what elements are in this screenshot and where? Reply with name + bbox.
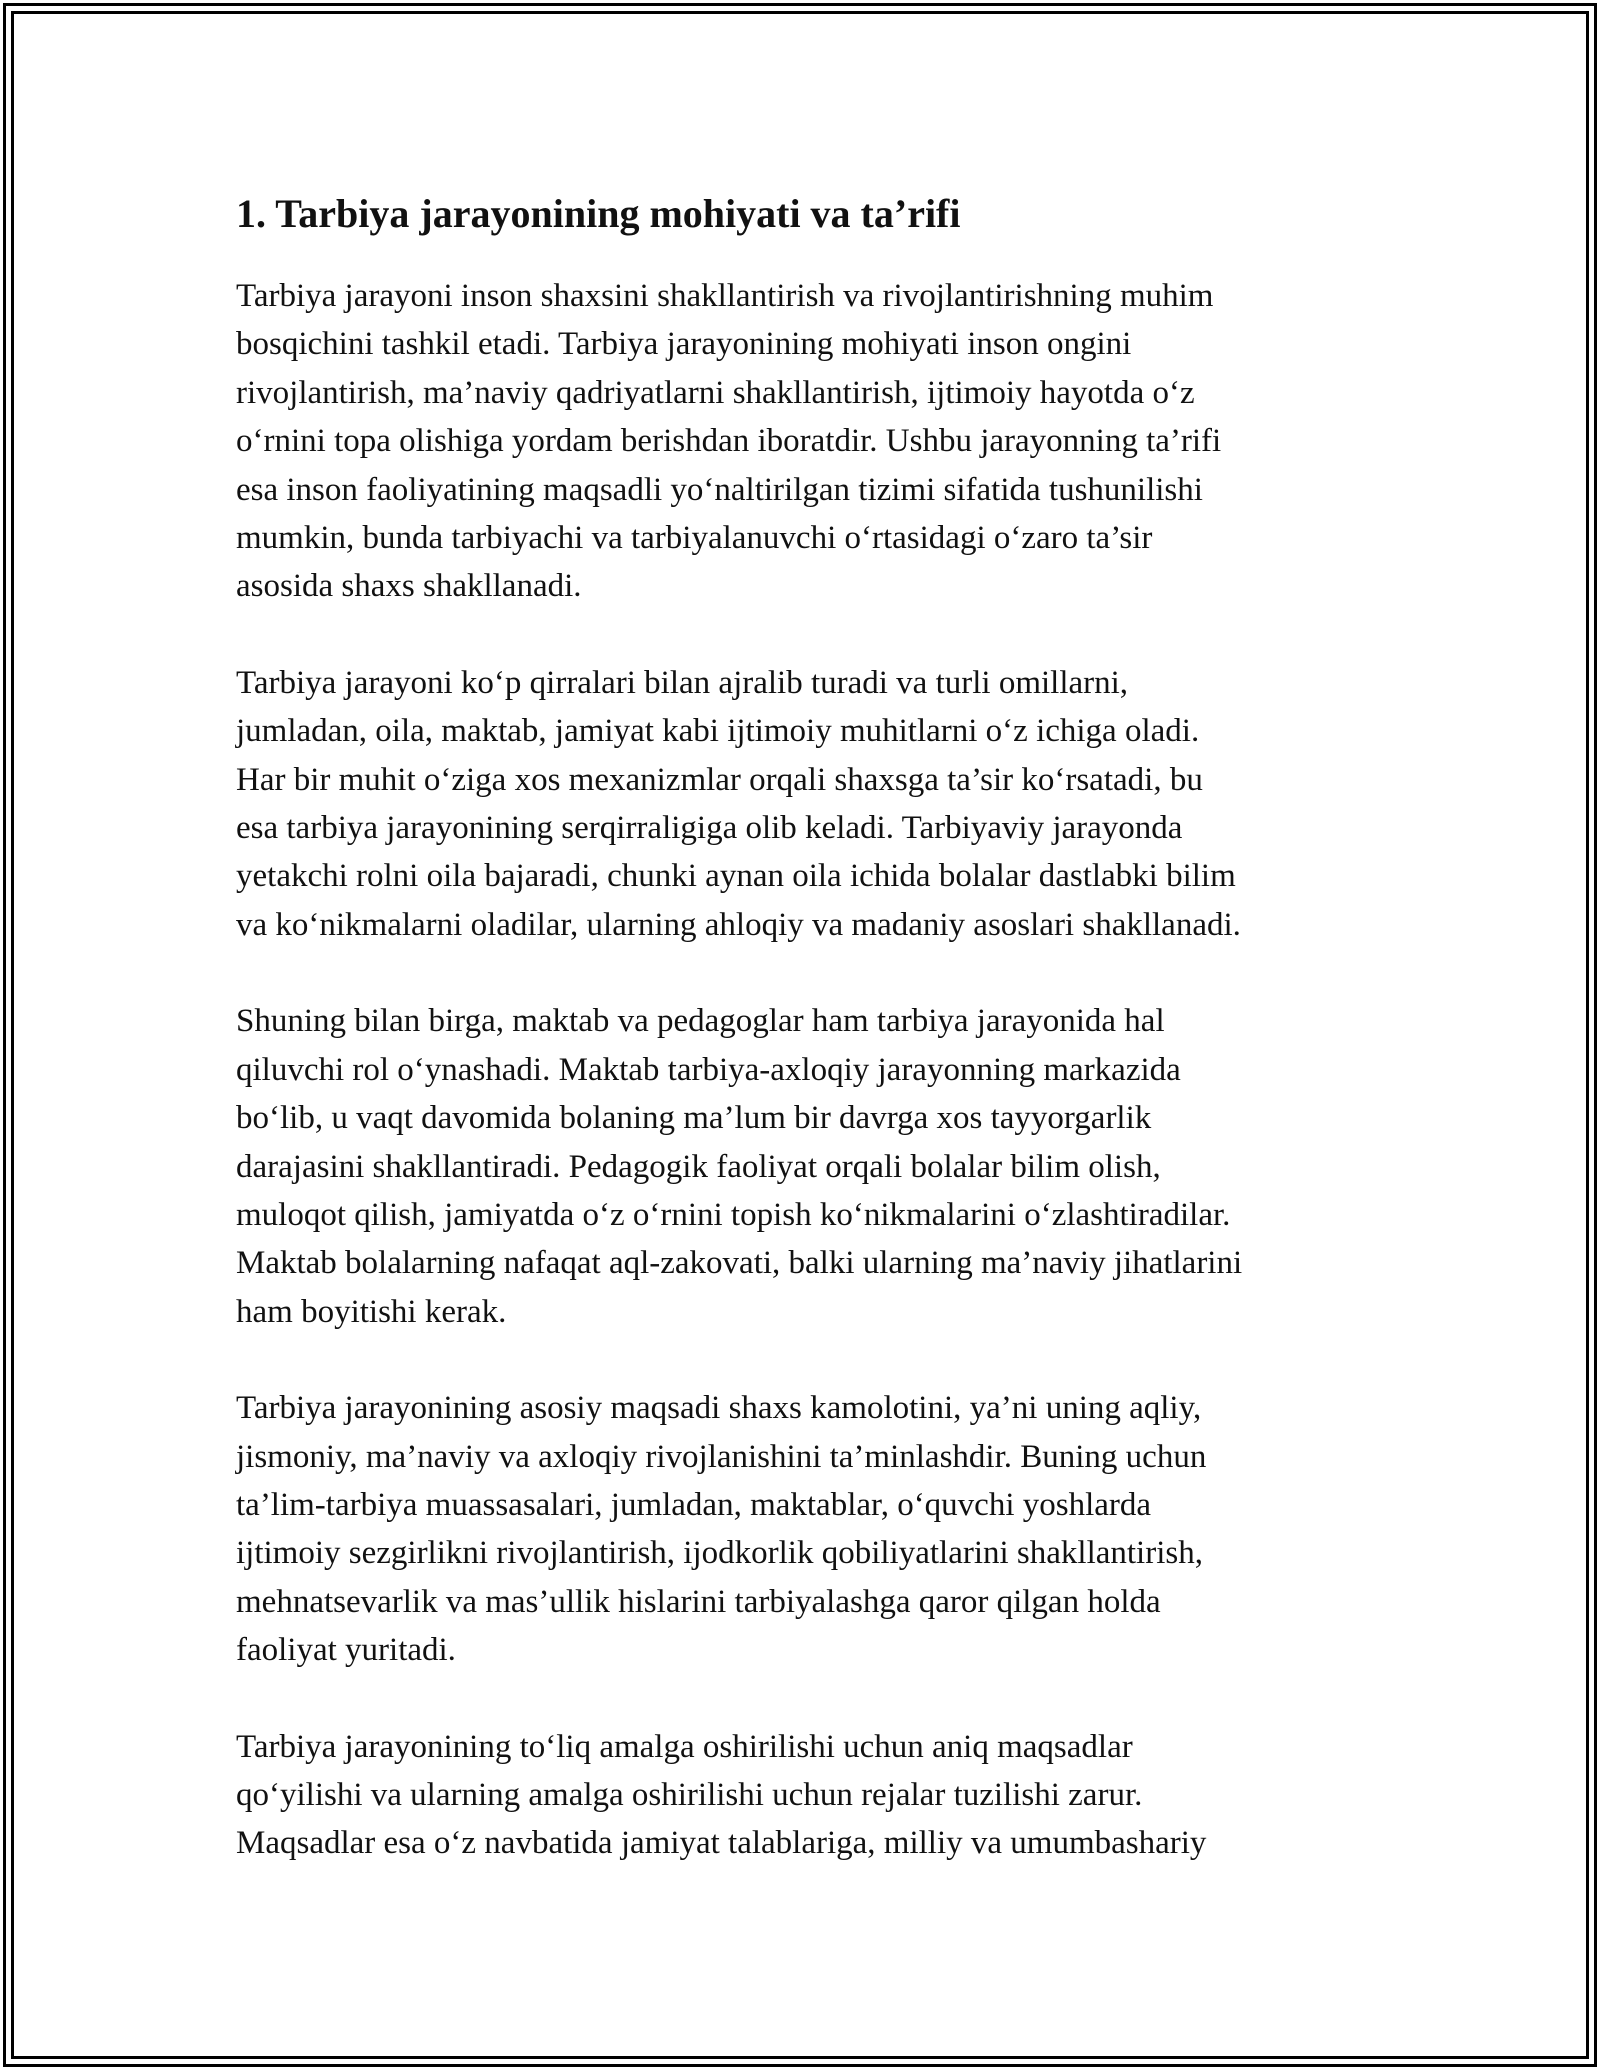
text-line: mehnatsevarlik va mas’ullik hislarini tarbiyalashga qaror qilgan holda	[236, 1583, 1161, 1620]
paragraph	[236, 997, 1376, 1336]
paragraph	[236, 1723, 1376, 1868]
text-line: Shuning bilan birga, maktab va pedagoglar ham tarbiya jarayonida hal	[236, 1003, 1165, 1040]
text-line: faoliyat yuritadi.	[236, 1632, 456, 1669]
paragraph	[236, 659, 1376, 949]
text-line: bo‘lib, u vaqt davomida bolaning ma’lum bir davrga xos tayyorgarlik	[236, 1100, 1152, 1137]
section-heading: 1. Tarbiya jarayonining mohiyati va ta’rifi	[236, 191, 961, 236]
text-line: Maqsadlar esa o‘z navbatida jamiyat talablariga, milliy va umumbashariy	[236, 1825, 1207, 1862]
paragraph	[236, 1384, 1376, 1674]
text-line: muloqot qilish, jamiyatda o‘z o‘rnini topish ko‘nikmalarini o‘zlashtiradilar.	[236, 1196, 1231, 1233]
text-line: jumladan, oila, maktab, jamiyat kabi ijtimoiy muhitlarni o‘z ichiga oladi.	[236, 713, 1200, 750]
text-line: Tarbiya jarayonining to‘liq amalga oshirilishi uchun aniq maqsadlar	[236, 1728, 1133, 1765]
text-line: darajasini shakllantiradi. Pedagogik faoliyat orqali bolalar bilim olish,	[236, 1148, 1161, 1185]
text-line: jismoniy, ma’naviy va axloqiy rivojlanishini ta’minlashdir. Buning uchun	[236, 1438, 1207, 1475]
text-line: Tarbiya jarayonining asosiy maqsadi shaxs kamolotini, ya’ni uning aqliy,	[236, 1390, 1202, 1427]
paragraph	[236, 272, 1376, 611]
text-line: ijtimoiy sezgirlikni rivojlantirish, ijodkorlik qobiliyatlarini shakllantirish,	[236, 1535, 1203, 1572]
text-line: mumkin, bunda tarbiyachi va tarbiyalanuvchi o‘rtasidagi o‘zaro ta’sir	[236, 520, 1153, 557]
text-line: asosida shaxs shakllanadi.	[236, 568, 582, 605]
document-body	[236, 186, 1376, 1916]
text-line: yetakchi rolni oila bajaradi, chunki aynan oila ichida bolalar dastlabki bilim	[236, 858, 1236, 895]
text-line: qiluvchi rol o‘ynashadi. Maktab tarbiya-axloqiy jarayonning markazida	[236, 1051, 1181, 1088]
text-line: ta’lim-tarbiya muassasalari, jumladan, maktablar, o‘quvchi yoshlarda	[236, 1486, 1152, 1523]
text-line: rivojlantirish, ma’naviy qadriyatlarni shakllantirish, ijtimoiy hayotda o‘z	[236, 374, 1195, 411]
text-line: o‘rnini topa olishiga yordam berishdan iboratdir. Ushbu jarayonning ta’rifi	[236, 423, 1222, 460]
text-line: Tarbiya jarayoni inson shaxsini shakllantirish va rivojlantirishning muhim	[236, 278, 1214, 314]
text-line: Tarbiya jarayoni ko‘p qirralari bilan ajralib turadi va turli omillarni,	[236, 664, 1129, 701]
text-line: Maktab bolalarning nafaqat aql-zakovati, balki ularning ma’naviy jihatlarini	[236, 1245, 1243, 1282]
text-line: esa inson faoliyatining maqsadli yo‘naltirilgan tizimi sifatida tushunilishi	[236, 471, 1203, 508]
text-line: ham boyitishi kerak.	[236, 1293, 507, 1330]
text-line: bosqichini tashkil etadi. Tarbiya jarayonining mohiyati inson ongini	[236, 326, 1132, 363]
text-line: va ko‘nikmalarni oladilar, ularning ahloqiy va madaniy asoslari shakllanadi.	[236, 906, 1241, 943]
text-line: esa tarbiya jarayonining serqirraligiga olib keladi. Tarbiyaviy jarayonda	[236, 810, 1183, 847]
text-line: qo‘yilishi va ularning amalga oshirilishi uchun rejalar tuzilishi zarur.	[236, 1776, 1143, 1813]
text-line: Har bir muhit o‘ziga xos mexanizmlar orqali shaxsga ta’sir ko‘rsatadi, bu	[236, 761, 1203, 798]
